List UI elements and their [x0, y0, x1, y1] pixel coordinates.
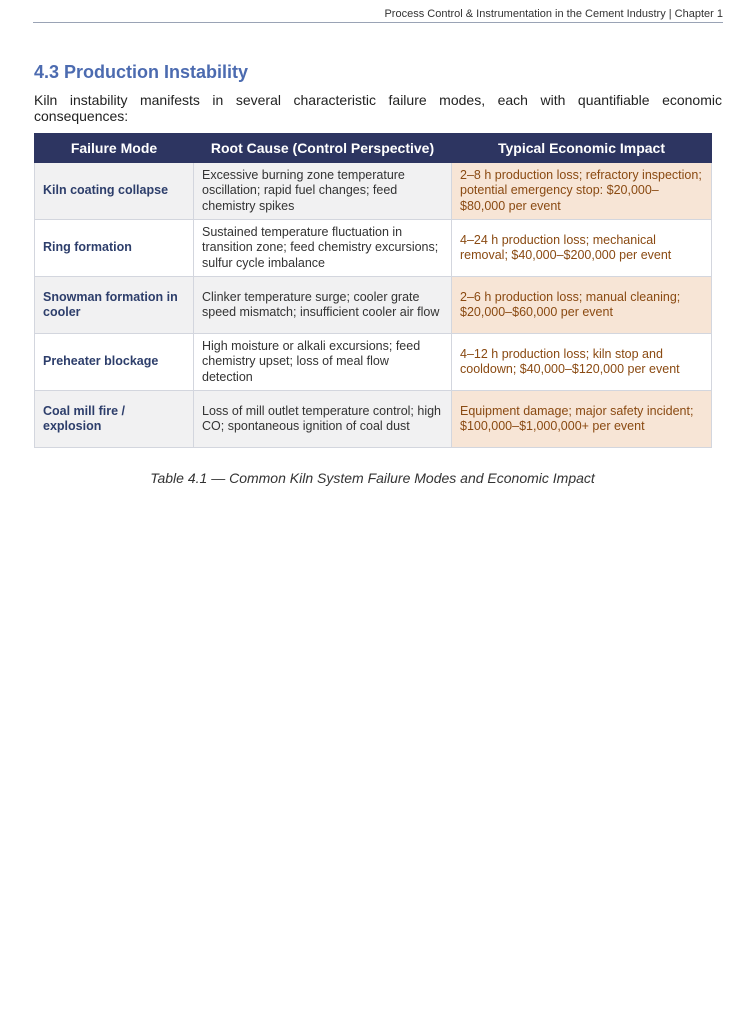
column-header-economic-impact: Typical Economic Impact — [452, 134, 712, 163]
column-header-failure-mode: Failure Mode — [35, 134, 194, 163]
root-cause-cell: Loss of mill outlet temperature control; high CO; spontaneous ignition of coal dust — [194, 391, 452, 448]
economic-impact-cell: Equipment damage; major safety incident; $100,000–$1,000,000+ per event — [452, 391, 712, 448]
root-cause-cell: High moisture or alkali excursions; feed chemistry upset; loss of meal flow detection — [194, 334, 452, 391]
economic-impact-cell: 2–6 h production loss; manual cleaning; $20,000–$60,000 per event — [452, 277, 712, 334]
section-title: 4.3 Production Instability — [34, 62, 249, 82]
running-header-text: Process Control & Instrumentation in the Cement Industry | Chapter 1 — [384, 8, 723, 20]
failure-mode-cell: Preheater blockage — [35, 334, 194, 391]
failure-modes-table — [34, 133, 712, 448]
running-header — [33, 6, 723, 23]
table-caption: Table 4.1 — Common Kiln System Failure Modes and Economic Impact — [150, 470, 595, 486]
root-cause-cell: Clinker temperature surge; cooler grate speed mismatch; insufficient cooler air flow — [194, 277, 452, 334]
table-row — [35, 220, 712, 277]
column-header-root-cause: Root Cause (Control Perspective) — [194, 134, 452, 163]
failure-mode-cell: Ring formation — [35, 220, 194, 277]
root-cause-cell: Sustained temperature fluctuation in transition zone; feed chemistry excursions; sulfur cycle imbalance — [194, 220, 452, 277]
failure-mode-cell: Coal mill fire / explosion — [35, 391, 194, 448]
table-row — [35, 391, 712, 448]
table-row — [35, 277, 712, 334]
table-row — [35, 334, 712, 391]
failure-mode-cell: Snowman formation in cooler — [35, 277, 194, 334]
economic-impact-cell: 2–8 h production loss; refractory inspection; potential emergency stop: $20,000–$80,000 per event — [452, 163, 712, 220]
root-cause-cell: Excessive burning zone temperature oscillation; rapid fuel changes; feed chemistry spikes — [194, 163, 452, 220]
intro-paragraph: Kiln instability manifests in several characteristic failure modes, each with quantifiable economic consequences: — [34, 92, 722, 124]
table-header-row — [35, 134, 712, 163]
failure-mode-cell: Kiln coating collapse — [35, 163, 194, 220]
economic-impact-cell: 4–12 h production loss; kiln stop and cooldown; $40,000–$120,000 per event — [452, 334, 712, 391]
economic-impact-cell: 4–24 h production loss; mechanical removal; $40,000–$200,000 per event — [452, 220, 712, 277]
table-row — [35, 163, 712, 220]
